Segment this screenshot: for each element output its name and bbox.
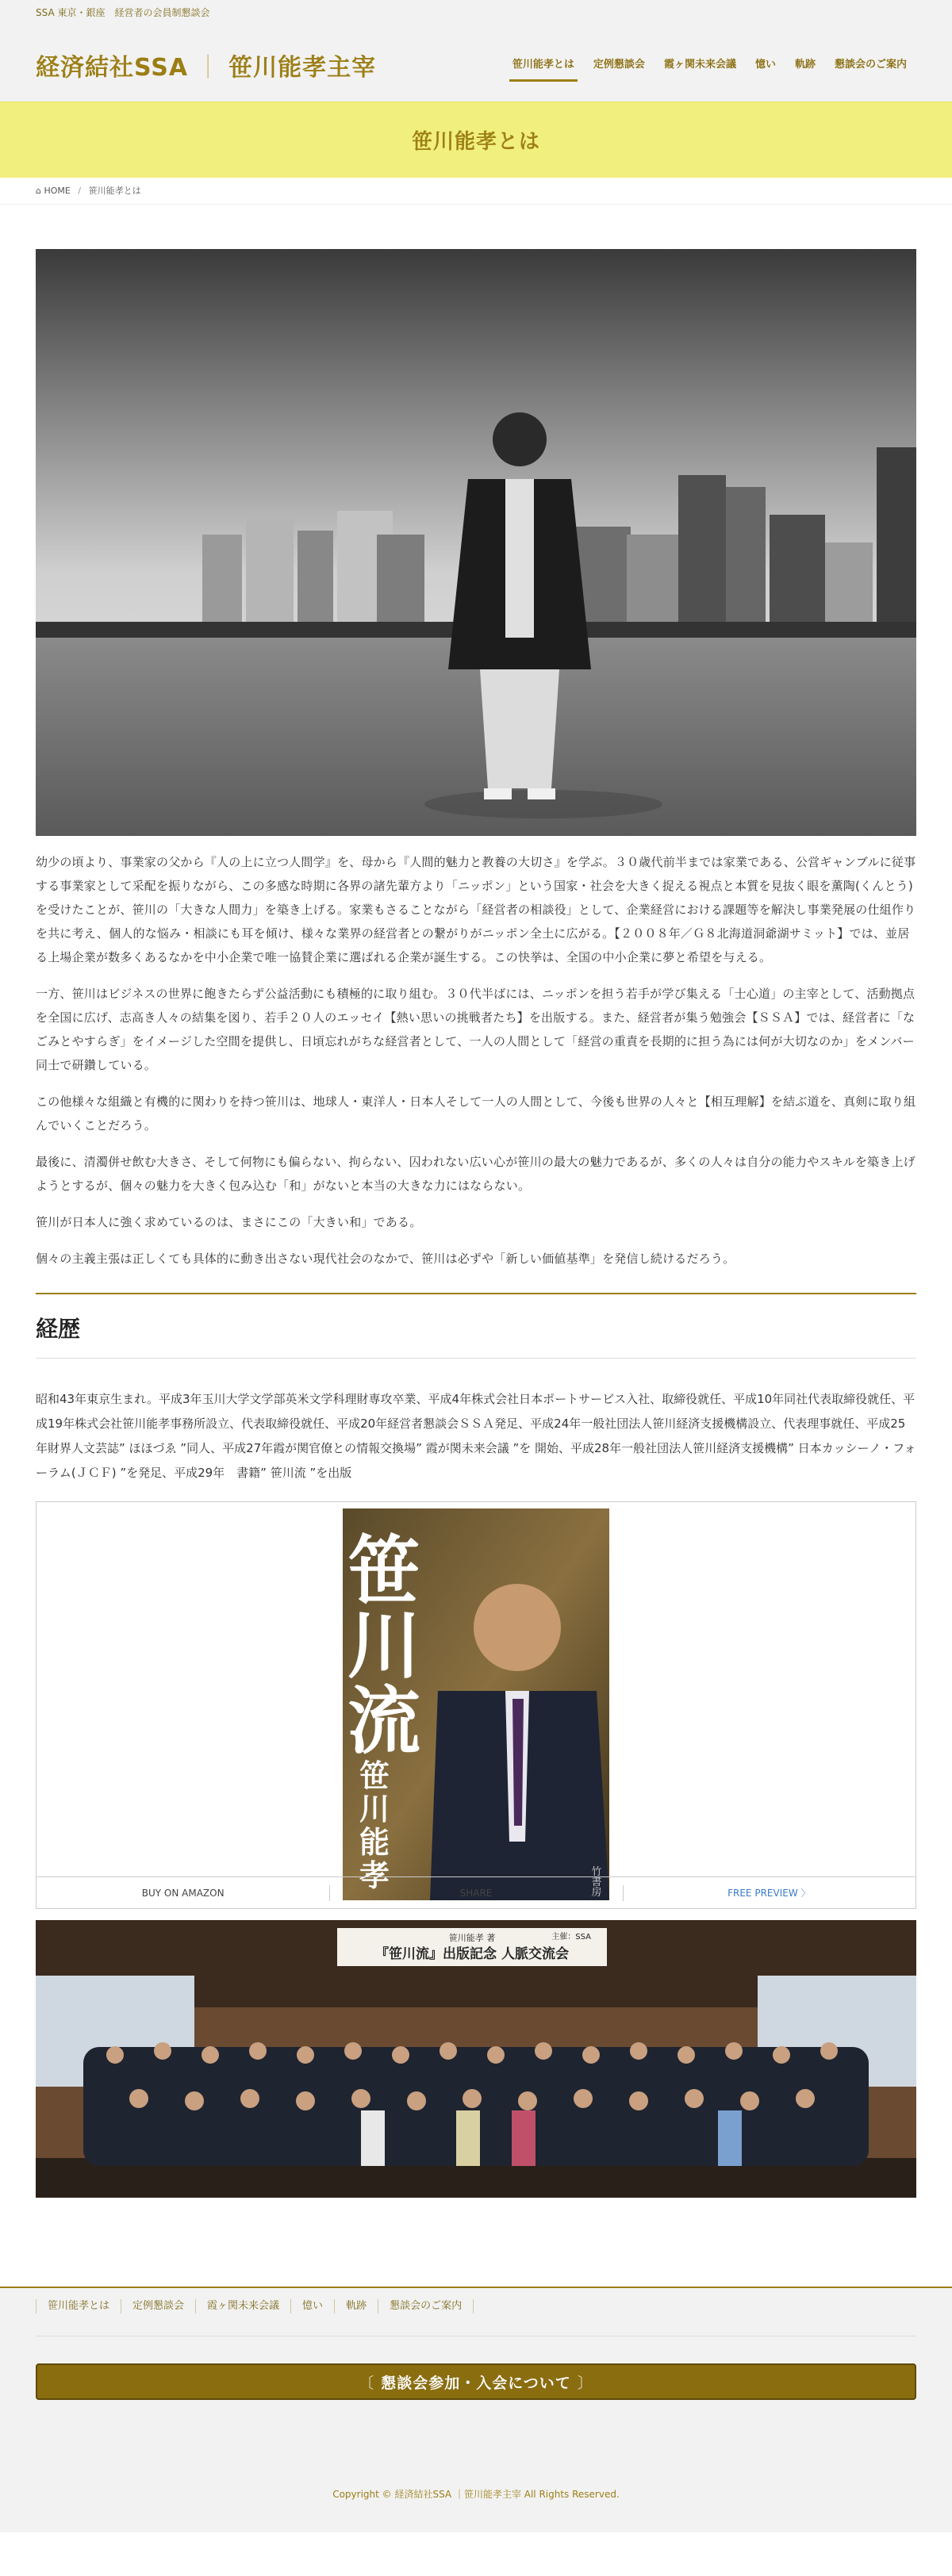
nav-item-guide[interactable]: 懇談会のご案内 <box>834 59 907 71</box>
bio-paragraph: 幼少の頃より、事業家の父から『人の上に立つ人間学』を、母から『人間的魅力と教養の大切さ』を学ぶ。３０歳代前半までは家業である、公営ギャンブルに従事する事業家として采配を振りながら、この多感な時期に各界の諸先輩方より「ニッポン」という国家・社会を大きく捉える視点と本質を見抜く眼を薫陶(くんとう)を受けたことが、笹川の「大きな人間力」を築き上げる。家業もさることながら「経営者の相談役」として、企業経営における課題等を解決し事業発展の仕組作りを共に考え、個人的な悩み・相談にも耳を傾け、様々な業界の経営者との繋がりがニッポン全土に広がる。【２００８年／Ｇ８北海道洞爺湖サミット】では、並居る上場企業が数多くあるなかを中小企業で唯一協賛企業に選ばれる企業が誕生する。この快挙は、全国の中小企業に夢と希望を与える。 <box>36 855 916 964</box>
bio-paragraph: 個々の主義主張は正しくても具体的に動き出さない現代社会のなかで、笹川は必ずや「新しい価値基準」を発信し続けるだろう。 <box>36 1252 735 1266</box>
breadcrumb <box>0 178 952 205</box>
logo-main-text: 経済結社SSA <box>36 54 189 82</box>
group-event-photo <box>36 1920 916 2198</box>
footer-nav-guide[interactable]: 懇談会のご案内 <box>378 2299 474 2313</box>
breadcrumb-current: 笹川能孝とは <box>88 186 141 196</box>
event-banner-line1: 笹川能孝 著 <box>448 1933 496 1943</box>
svg-text:笹: 笹 <box>359 1758 390 1793</box>
nav-item-about[interactable]: 笹川能孝とは <box>503 56 584 82</box>
free-preview-button[interactable] <box>623 1877 916 1908</box>
top-tagline-bar <box>0 0 952 25</box>
join-meeting-button[interactable] <box>36 2363 916 2400</box>
footer-nav-kasumigaseki[interactable]: 霞ヶ関未来会議 <box>195 2299 290 2313</box>
book-cover-title-char: 流 <box>347 1678 421 1764</box>
share-button[interactable]: SHARE <box>329 1877 622 1908</box>
bio-paragraph: 一方、笹川はビジネスの世界に飽きたらず公益活動にも積極的に取り組む。３０代半ばには、ニッポンを担う若手が学び集える「士心道」の主宰として、活動拠点を全国に広げ、志高き人々の結集を図り、若手２０人のエッセイ【熱い思いの挑戦者たち】を出版する。また、経営者が集う勉強会【ＳＳＡ】では、経営者に「なごみとやすらぎ」をイメージした空間を提供し、日頃忘れがちな経営者として、一人の人間として「経営の重責を長期的に担う為には何が大切なのか」をメンバー同士で研鑽している。 <box>36 987 916 1072</box>
join-button-label: 懇談会参加・入会について <box>381 2374 571 2392</box>
logo-separator: ｜ <box>196 54 221 82</box>
nav-item-thoughts[interactable]: 憶い <box>754 59 776 71</box>
buy-on-amazon-button[interactable]: BUY ON AMAZON <box>141 1888 225 1899</box>
site-footer <box>0 2287 952 2532</box>
event-banner-line2: 『笹川流』出版記念 人脈交流会 <box>375 1946 569 1962</box>
footer-nav <box>0 2288 952 2325</box>
bio-paragraph: 最後に、清濁併せ飲む大きさ、そして何物にも偏らない、拘らない、囚われない広い心が笹川の最大の魅力であるが、多くの人々は自分の能力やスキルを築き上げようとするが、個々の魅力を大きく包み込む「和」がないと本当の大きな力にはならない。 <box>36 1155 916 1193</box>
nav-item-history[interactable]: 軌跡 <box>794 59 816 71</box>
bracket-left-icon: 〔 <box>359 2374 375 2392</box>
biography-section <box>36 850 916 1293</box>
book-actions-bar <box>36 1876 916 1908</box>
bracket-right-icon: 〕 <box>577 2374 593 2392</box>
copyright-text: Copyright © 経済結社SSA ｜笹川能孝主宰 All Rights Reserved. <box>332 2489 620 2500</box>
nav-item-kasumigaseki[interactable]: 霞ヶ関未来会議 <box>663 59 736 71</box>
book-cover-title-char: 笹 <box>347 1528 421 1613</box>
book-widget <box>36 1501 916 1909</box>
career-heading: 経歴 <box>36 1294 916 1359</box>
nav-item-regular-meeting[interactable]: 定例懇談会 <box>593 59 645 71</box>
footer-nav-thoughts[interactable]: 憶い <box>290 2299 334 2313</box>
book-cover-title-char: 川 <box>347 1603 421 1689</box>
svg-text:孝: 孝 <box>359 1857 390 1893</box>
home-icon: ⌂ <box>36 186 41 196</box>
career-text: 昭和43年東京生まれ。平成3年玉川大学文学部英米文学科理財専攻卒業、平成4年株式会社日本ポートサービス入社、取締役就任、平成10年同社代表取締役就任、平成19年株式会社笹川能孝事務所設立、代表取締役就任、平成20年経営者懇談会ＳＳＡ発足、平成24年一般社団法人笹川経済支援機構設立、代表理事就任、平成25年財界人文芸誌” ほほづゑ ”同人、平成27年霞が関官僚との情報交換場” 霞が関未来会議 ”を 開始、平成28年一般社団法人笹川経済支援機構” 日本カッシーノ・フォーラム(ＪＣＦ) ”を発足、平成29年 書籍” 笹川流 ”を出版 <box>36 1392 916 1480</box>
site-logo[interactable] <box>36 48 376 82</box>
footer-nav-history[interactable]: 軌跡 <box>334 2299 378 2313</box>
logo-sub-text: 笹川能孝主宰 <box>228 54 377 82</box>
page-title-banner <box>0 102 952 178</box>
tagline-text: SSA 東京・銀座 経営者の会員制懇談会 <box>36 7 210 18</box>
global-nav <box>503 56 916 82</box>
portrait-photo <box>36 249 916 836</box>
footer-nav-regular-meeting[interactable]: 定例懇談会 <box>121 2299 195 2313</box>
bio-paragraph: 笹川が日本人に強く求めているのは、まさにこの「大きい和」である。 <box>36 1215 422 1229</box>
bio-paragraph: この他様々な組織と有機的に関わりを持つ笹川は、地球人・東洋人・日本人そして一人の人間として、今後も世界の人々と【相互理解】を結ぶ道を、真剣に取り組んでいくことだろう。 <box>36 1094 916 1133</box>
book-cover-image[interactable] <box>343 1508 609 1900</box>
footer-nav-about[interactable]: 笹川能孝とは <box>36 2299 121 2313</box>
svg-text:川: 川 <box>359 1791 390 1827</box>
breadcrumb-separator: / <box>78 186 82 196</box>
breadcrumb-home[interactable]: HOME <box>44 186 71 196</box>
chevron-right-icon: 〉 <box>800 1888 811 1899</box>
event-banner-host: 主催：SSA <box>551 1933 591 1942</box>
main-content <box>0 249 952 2198</box>
svg-text:能: 能 <box>359 1824 390 1860</box>
page-title: 笹川能孝とは <box>411 130 540 154</box>
free-preview-label: FREE PREVIEW <box>727 1888 798 1899</box>
site-header <box>0 25 952 102</box>
svg-text:竹書房: 竹書房 <box>589 1865 601 1897</box>
